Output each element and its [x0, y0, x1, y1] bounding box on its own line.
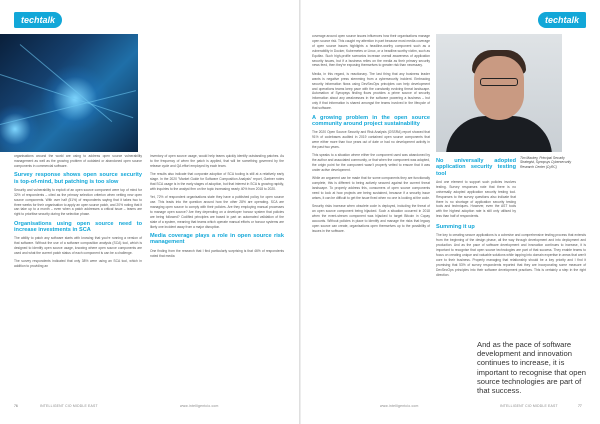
hero-image	[0, 34, 138, 152]
paragraph: The results also indicate that corporate adoption of SCA tooling is still at a relatively early stage. In the 2020 "Market Guide for Software Composition Analysis" report, Gartner notes that SCA usage is in the early stages of adoption, but that interest in SCA is growing rapidly, with inquiries to the analyst firm on the topic increasing nearly 40% from 2018 to 2020.	[150, 172, 284, 191]
section-heading: Organisations using open source need to increase investments in SCA	[14, 220, 142, 234]
footer-publication-left: INTELLIGENT CIO MIDDLE EAST	[40, 404, 98, 408]
author-caption: Tim Mackey, Principal Security Strategist, Synopsys Cybersecurity Research Center (CyRC)	[520, 156, 572, 169]
paragraph: organisations around the world are using to address open source vulnerability management as well as the growing problem of outdated or abandoned open source components in commercial software.	[14, 154, 142, 168]
section-heading: Media coverage plays a role in open source risk management	[150, 233, 284, 246]
paragraph: The key to creating secure applications is a cohesive and comprehensive testing process that extends from the beginning of the design phase, all the way through development and into deployment and production. And as the pace of software development and innovation continues to increase, it is important to recognise that open source technologies are part of that success. They enable teams to focus on creating unique and valuable solutions while tapping into domain expertise in areas that aren't core to their business. Properly managing that relationship should be a key priority and I find it promising that 53% of survey respondents reported that they are incorporating some measure of DevSecOps principles into their software development practices. This is certainly a step in the right direction.	[436, 233, 587, 277]
right-column-1	[312, 34, 430, 237]
section-heading: A growing problem in the open source community around project sustainability	[312, 114, 430, 127]
footer-url-left: www.intelligentcio.com	[180, 404, 219, 408]
page-number-right: 77	[578, 404, 582, 408]
paragraph: Media, in this regard, is reactionary. The last thing that any business leader wants is negative press stemming from a cybersecurity incident. Embracing security information flows using DevSecOps principles can help development and operations teams keep pace with the constantly evolving threat landscape. Automation of Synopsys finding flows provides a prime source of security information about any weaknesses in the software powering a business – but only if that information is shared amongst the teams involved in the lifecycle of that software.	[312, 71, 430, 111]
paragraph: Security and vulnerability to exploit of an open source component were top of mind for 32% of respondents – cited as the primary selection criterion when vetting new open source components. With over half (51%) of respondents saying that it takes two to three weeks for their organisation to apply an open source patch, and 20% noting that it can take up to a month – even when a patch addresses a critical issue – teams are right to prioritise security during the selection phase.	[14, 187, 142, 217]
page-gutter	[299, 0, 301, 424]
pull-quote: And as the pace of software development and innovation continues to increase, it is important to recognise that open source technologies are part of that success.	[477, 340, 586, 396]
author-photo	[436, 34, 562, 152]
paragraph: Yet, 72% of respondent organisations state they have a published policy for open source use. This leads into the question around how the other 28% are operating. SCA are managing open source to comply with their policies. Are they employing manual processes to manage open source? Are they depending on a developer honour system that policies are being followed? Codified principles are based in part on automated validation of the state of a system, meaning that teams which operate manual efforts or honour systems are likely one incident away from a major disruption.	[150, 195, 284, 229]
footer-url-right: www.intelligentcio.com	[380, 404, 419, 408]
paragraph: The 2020 Open Source Security and Risk Analysis (OSSRA) report showed that 91% of codebases audited in 2019 contained open source components that were either more than four years out of date or had no development activity in the past two years.	[312, 130, 430, 149]
paragraph: And one element to support such policies involves testing. Survey responses note that there is no universally adopted application security testing tool. Responses to the survey questions also indicate that there is no shortage of application security testing tools and techniques. However, even the AST tools with the highest adoption rate is still only utilised by less than half of respondents.	[436, 179, 516, 219]
paragraph: The ability to patch any software starts with knowing that you're running a version of that software. Without the use of a software composition analysis (SCA) tool, which is designed to identify open source usage, knowing where open source components are used and what the current patch status of each component is can be a challenge.	[14, 236, 142, 256]
left-column-2	[150, 154, 284, 262]
paragraph: Security risks increase when obsolete code is deployed, including the threat of an open source component being hijacked. Such a situation occurred in 2018 when the event-stream component was hijacked to target Bitcoin in Copay accounts. Without policies in place to identify and manage the risks that legacy open source can create, organisations open themselves up to the possibility of issues in the software.	[312, 204, 430, 233]
section-heading: Summing it up	[436, 224, 475, 230]
paragraph: coverage around open source issues influences how their organisations manage open source risk. This caught my attention in part because most media coverage of open source issues highlights a headline-worthy component such as a vulnerability in Docker, Kubernetes or Linux, or a headline-worthy victim, such as Equifax. Such high-profile scenarios increase overall awareness of application security issues, but if a business relies on the media as their primary security news feed, then they're exposing themselves to greater risk than necessary.	[312, 34, 430, 68]
paragraph: One finding from the research that I find particularly surprising is that 46% of respondents noted that media	[150, 248, 284, 258]
footer-publication-right: INTELLIGENT CIO MIDDLE EAST	[500, 404, 558, 408]
section-heading: No universally adopted application security testing tool	[436, 158, 516, 177]
page-number-left: 76	[14, 404, 18, 408]
right-column-2	[436, 156, 516, 223]
paragraph: The survey respondents indicated that only 38% were using an SCA tool, which in addition to providing an	[14, 259, 142, 269]
paragraph: While an argument can be made that for some components they are functionally complete, this is different to being actively secured against the current threat landscape. To properly address this, consumers of open source components need to look at how projects are being sustained, because if a security issue arises, it can be difficult to get the issue fixed when no one is looking at the code.	[312, 176, 430, 201]
left-column-1	[14, 154, 142, 273]
section-badge-left: techtalk	[14, 12, 62, 28]
section-badge-right: techtalk	[538, 12, 586, 28]
right-column-2-cont	[436, 222, 586, 281]
section-heading: Survey response shows open source security is top-of-mind, but patching is too slow	[14, 172, 142, 185]
paragraph: inventory of open source usage, would help teams quickly identify outstanding patches. As to the frequency of when the patch is applied, that will be something governed by the release cycle and QA effort employed by each team.	[150, 154, 284, 168]
paragraph: This speaks to a situation where either the component used was abandoned by the author and associated community, or that when the component was adopted, the origin point for the component wasn't properly vetted to ensure that it was under active development.	[312, 153, 430, 173]
